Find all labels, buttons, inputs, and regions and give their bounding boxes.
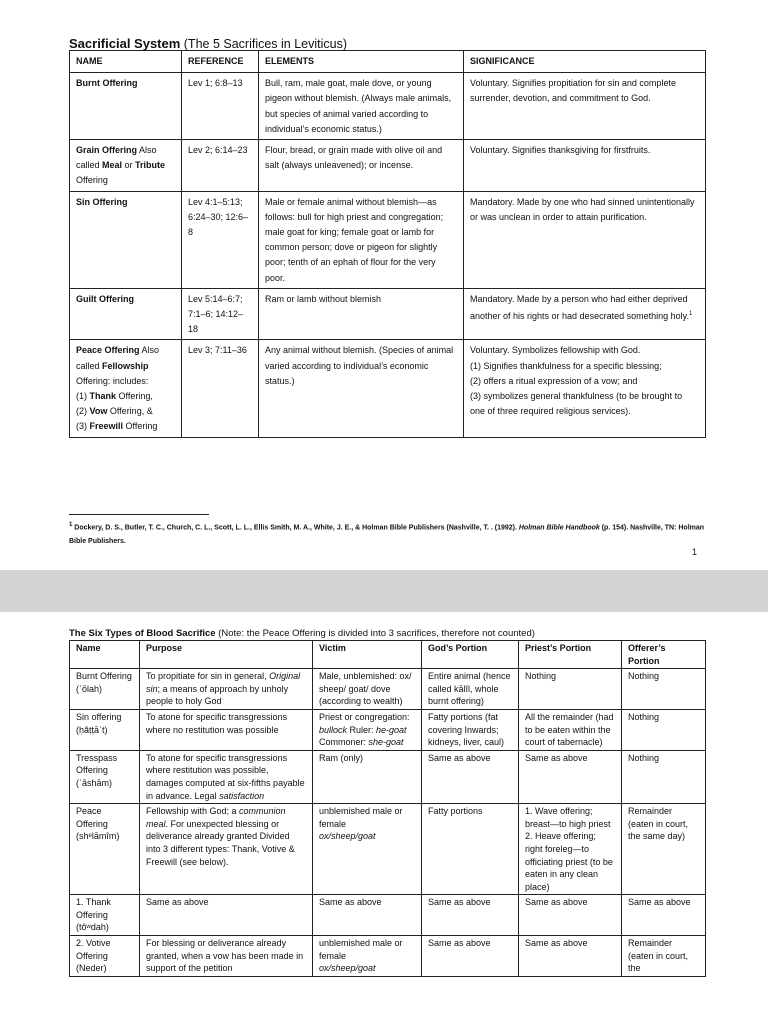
victim-cell: Male, unblemished: ox/ sheep/ goat/ dove (according to wealth) [313, 669, 422, 710]
gods-portion-cell: Same as above [422, 936, 519, 977]
col-reference: REFERENCE [182, 51, 259, 73]
victim-cell: Priest or congregation: bullock Ruler: he-goat Commoner: she-goat [313, 709, 422, 750]
name-cell: Peace Offering (shᵉlāmîm) [70, 804, 140, 895]
offerers-portion-cell: Remainder (eaten in court, the same day) [622, 804, 706, 895]
blood-sacrifice-table [69, 640, 706, 977]
col-significance: SIGNIFICANCE [464, 51, 706, 73]
elements-cell: Bull, ram, male goat, male dove, or young pigeon without blemish. (Always male animals, but species of animal varied according to individual’s economic status.) [259, 73, 464, 140]
purpose-cell: Same as above [140, 895, 313, 936]
victim-cell: Ram (only) [313, 750, 422, 803]
victim-cell: Same as above [313, 895, 422, 936]
gods-portion-cell: Fatty portions [422, 804, 519, 895]
priests-portion-cell: All the remainder (had to be eaten within the court of tabernacle) [519, 709, 622, 750]
victim-cell: unblemished male or female ox/sheep/goat [313, 936, 422, 977]
col-gods-portion: God’s Portion [422, 641, 519, 669]
significance-cell: Voluntary. Signifies propitiation for sin and complete surrender, devotion, and commitment to God. [464, 73, 706, 140]
section-title: The Six Types of Blood Sacrifice (Note: the Peace Offering is divided into 3 sacrifices, therefore not counted) [69, 628, 535, 639]
offerers-portion-cell: Remainder (eaten in court, the [622, 936, 706, 977]
table-header-row [70, 641, 706, 669]
significance-cell: Voluntary. Symbolizes fellowship with God. (1) Signifies thankfulness for a specific blessing; (2) offers a ritual expression of a vow; and (3) symbolizes general thankfulness (to be brought to one of three required religious services). [464, 340, 706, 437]
col-priests-portion: Priest’s Portion [519, 641, 622, 669]
col-offerers-portion: Offerer’s Portion [622, 641, 706, 669]
offerers-portion-cell: Nothing [622, 709, 706, 750]
col-victim: Victim [313, 641, 422, 669]
col-purpose: Purpose [140, 641, 313, 669]
page-number: 1 [692, 547, 698, 557]
name-cell: Tresspass Offering (ʾāshām) [70, 750, 140, 803]
name-cell: 1. Thank Offering (tôʷdah) [70, 895, 140, 936]
name-cell: Sin offering (ḥăṭṭāʾt) [70, 709, 140, 750]
priests-portion-cell: Nothing [519, 669, 622, 710]
name-cell: Grain Offering Also called Meal or Tribute Offering [70, 140, 182, 192]
table-row [70, 73, 706, 140]
priests-portion-cell: Same as above [519, 936, 622, 977]
purpose-cell: To atone for specific transgressions where restitution was possible, damages computed at six-fifths payable in advance. Legal satisfaction [140, 750, 313, 803]
page-title: Sacrificial System (The 5 Sacrifices in Leviticus) [69, 36, 348, 51]
footnote-mark: 1 [688, 311, 693, 318]
priests-portion-cell: Same as above [519, 895, 622, 936]
gods-portion-cell: Entire animal (hence called kālîl, whole burnt offering) [422, 669, 519, 710]
elements-cell: Male or female animal without blemish—as follows: bull for high priest and congregation; male goat for king; female goat or lamb for common person; dove or pigeon for slightly poor; tenth of an ephah of flour for the very poor. [259, 191, 464, 288]
gods-portion-cell: Fatty portions (fat covering Inwards; kidneys, liver, caul) [422, 709, 519, 750]
purpose-cell: Fellowship with God; a communion meal. For unexpected blessing or deliverance already granted Divided into 3 different types: Thank, Votive & Freewill (see below). [140, 804, 313, 895]
table-row [70, 804, 706, 895]
reference-cell: Lev 5:14–6:7; 7:1–6; 14:12–18 [182, 288, 259, 340]
purpose-cell: To propitiate for sin in general, Original sin; a means of approach by unholy people to holy God [140, 669, 313, 710]
footnote-divider [69, 514, 209, 515]
victim-cell: unblemished male or female ox/sheep/goat [313, 804, 422, 895]
table-row [70, 669, 706, 710]
col-elements: ELEMENTS [259, 51, 464, 73]
page-gap [0, 570, 768, 612]
name-cell: Burnt Offering [70, 73, 182, 140]
reference-cell: Lev 3; 7:11–36 [182, 340, 259, 437]
offerers-portion-cell: Nothing [622, 750, 706, 803]
significance-cell: Mandatory. Made by one who had sinned unintentionally or was unclean in order to attain purification. [464, 191, 706, 288]
reference-cell: Lev 4:1–5:13; 6:24–30; 12:6–8 [182, 191, 259, 288]
name-cell: Sin Offering [70, 191, 182, 288]
footnote: $^1$ Dockery, D. S., Butler, T. C., Church, C. L., Scott, L. L., Ellis Smith, M. A., White, J. E., & Holman Bible Publishers (Nashville, T. . (1992). Holman Bible Handbook (p. 154). Nashville, TN: Holman Bible Publishers. [69, 522, 705, 546]
offerers-portion-cell: Same as above [622, 895, 706, 936]
offerers-portion-cell: Nothing [622, 669, 706, 710]
elements-cell: Any animal without blemish. (Species of animal varied according to individual’s economic status.) [259, 340, 464, 437]
col-name: Name [70, 641, 140, 669]
priests-portion-cell: 1. Wave offering; breast—to high priest 2. Heave offering; right foreleg—to officiating priest (to be eaten in any clean place) [519, 804, 622, 895]
reference-cell: Lev 1; 6:8–13 [182, 73, 259, 140]
gods-portion-cell: Same as above [422, 750, 519, 803]
name-cell: Peace Offering Also called Fellowship Offering: includes: (1) Thank Offering, (2) Vow Offering, & (3) Freewill Offering [70, 340, 182, 437]
table-row [70, 709, 706, 750]
name-cell: Burnt Offering (ʿōlah) [70, 669, 140, 710]
table-row [70, 340, 706, 437]
elements-cell: Flour, bread, or grain made with olive oil and salt (always unleavened); or incense. [259, 140, 464, 192]
significance-cell: Voluntary. Signifies thanksgiving for firstfruits. [464, 140, 706, 192]
elements-cell: Ram or lamb without blemish [259, 288, 464, 340]
table-row [70, 288, 706, 340]
name-cell: Guilt Offering [70, 288, 182, 340]
table-row [70, 750, 706, 803]
purpose-cell: To atone for specific transgressions where no restitution was possible [140, 709, 313, 750]
gods-portion-cell: Same as above [422, 895, 519, 936]
table-row [70, 895, 706, 936]
reference-cell: Lev 2; 6:14–23 [182, 140, 259, 192]
priests-portion-cell: Same as above [519, 750, 622, 803]
purpose-cell: For blessing or deliverance already granted, when a vow has been made in support of the petition [140, 936, 313, 977]
table-row [70, 936, 706, 977]
table-header-row [70, 51, 706, 73]
name-cell: 2. Votive Offering (Neder) [70, 936, 140, 977]
table-row [70, 191, 706, 288]
table-row [70, 140, 706, 192]
sacrifices-table [69, 50, 706, 438]
col-name: NAME [70, 51, 182, 73]
significance-cell: Mandatory. Made by a person who had either deprived another of his rights or had desecrated something holy.$^1$ [464, 288, 706, 340]
